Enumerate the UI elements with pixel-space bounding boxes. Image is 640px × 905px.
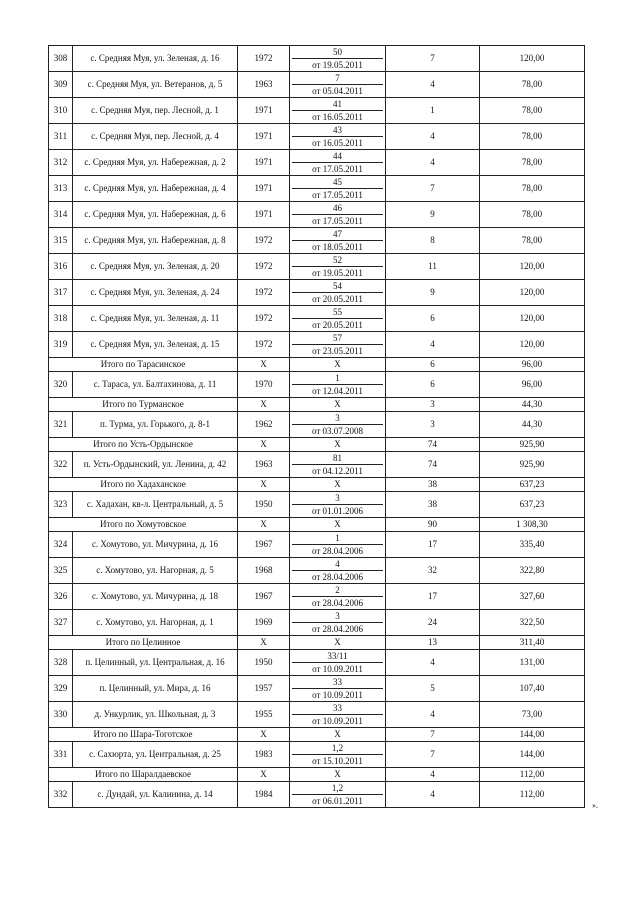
document-number: 1 bbox=[292, 372, 383, 385]
count-cell: 4 bbox=[386, 768, 480, 782]
value-cell: 1 308,30 bbox=[480, 518, 585, 532]
year-cell: Х bbox=[238, 478, 290, 492]
value-cell: 120,00 bbox=[480, 280, 585, 306]
count-cell: 4 bbox=[386, 124, 480, 150]
document-cell bbox=[290, 610, 386, 636]
table-row bbox=[49, 412, 585, 438]
count-cell: 7 bbox=[386, 176, 480, 202]
count-cell: 7 bbox=[386, 728, 480, 742]
table-row bbox=[49, 742, 585, 768]
address-cell: п. Турма, ул. Горького, д. 8-1 bbox=[73, 412, 238, 438]
subtotal-label-cell: Итого по Хомутовское bbox=[49, 518, 238, 532]
address-cell: п. Целинный, ул. Центральная, д. 16 bbox=[73, 650, 238, 676]
row-number-cell: 331 bbox=[49, 742, 73, 768]
count-cell: 9 bbox=[386, 202, 480, 228]
document-date: от 10.09.2011 bbox=[312, 716, 363, 726]
document-number: 33 bbox=[292, 676, 383, 689]
count-cell: 38 bbox=[386, 492, 480, 518]
year-cell: 1957 bbox=[238, 676, 290, 702]
count-cell: 7 bbox=[386, 742, 480, 768]
document-cell bbox=[290, 254, 386, 280]
value-cell: 925,90 bbox=[480, 452, 585, 478]
document-cell bbox=[290, 492, 386, 518]
address-cell: с. Дундай, ул. Калинина, д. 14 bbox=[73, 782, 238, 808]
value-cell: 335,40 bbox=[480, 532, 585, 558]
table-row bbox=[49, 98, 585, 124]
address-cell: с. Средняя Муя, ул. Зеленая, д. 11 bbox=[73, 306, 238, 332]
address-cell: с. Средняя Муя, ул. Зеленая, д. 15 bbox=[73, 332, 238, 358]
year-cell: 1971 bbox=[238, 98, 290, 124]
document-cell bbox=[290, 412, 386, 438]
table-row bbox=[49, 610, 585, 636]
table-row bbox=[49, 72, 585, 98]
document-date: от 20.05.2011 bbox=[312, 320, 363, 330]
address-cell: с. Хомутово, ул. Нагорная, д. 1 bbox=[73, 610, 238, 636]
row-number-cell: 308 bbox=[49, 46, 73, 72]
value-cell: 78,00 bbox=[480, 150, 585, 176]
table-row bbox=[49, 650, 585, 676]
value-cell: 78,00 bbox=[480, 124, 585, 150]
row-number-cell: 319 bbox=[49, 332, 73, 358]
document-date: от 10.09.2011 bbox=[312, 690, 363, 700]
count-cell: 24 bbox=[386, 610, 480, 636]
document-cell bbox=[290, 650, 386, 676]
year-cell: 1967 bbox=[238, 584, 290, 610]
value-cell: 78,00 bbox=[480, 228, 585, 254]
year-cell: 1963 bbox=[238, 72, 290, 98]
document-cell: Х bbox=[290, 768, 386, 782]
document-date: от 16.05.2011 bbox=[312, 112, 363, 122]
row-number-cell: 323 bbox=[49, 492, 73, 518]
count-cell: 1 bbox=[386, 98, 480, 124]
document-date: от 17.05.2011 bbox=[312, 164, 363, 174]
count-cell: 4 bbox=[386, 150, 480, 176]
table-row bbox=[49, 492, 585, 518]
subtotal-label-cell: Итого по Хадаханское bbox=[49, 478, 238, 492]
value-cell: 327,60 bbox=[480, 584, 585, 610]
document-date: от 28.04.2006 bbox=[311, 598, 364, 608]
document-date: от 17.05.2011 bbox=[312, 190, 363, 200]
document-date: от 01.01.2006 bbox=[311, 506, 364, 516]
address-cell: с. Средняя Муя, ул. Набережная, д. 8 bbox=[73, 228, 238, 254]
count-cell: 6 bbox=[386, 306, 480, 332]
value-cell: 78,00 bbox=[480, 98, 585, 124]
document-cell: Х bbox=[290, 518, 386, 532]
address-cell: с. Средняя Муя, пер. Лесной, д. 1 bbox=[73, 98, 238, 124]
year-cell: 1968 bbox=[238, 558, 290, 584]
address-cell: с. Средняя Муя, ул. Зеленая, д. 16 bbox=[73, 46, 238, 72]
row-number-cell: 316 bbox=[49, 254, 73, 280]
value-cell: 637,23 bbox=[480, 478, 585, 492]
document-number: 55 bbox=[292, 306, 383, 319]
document-number: 4 bbox=[292, 558, 383, 571]
address-cell: с. Сахюрта, ул. Центральная, д. 25 bbox=[73, 742, 238, 768]
document-cell: Х bbox=[290, 478, 386, 492]
document-cell bbox=[290, 584, 386, 610]
document-date: от 28.04.2006 bbox=[311, 624, 364, 634]
value-cell: 107,40 bbox=[480, 676, 585, 702]
table-row bbox=[49, 532, 585, 558]
document-cell bbox=[290, 72, 386, 98]
count-cell: 8 bbox=[386, 228, 480, 254]
value-cell: 96,00 bbox=[480, 358, 585, 372]
document-date: от 28.04.2006 bbox=[311, 546, 364, 556]
subtotal-row bbox=[49, 768, 585, 782]
document-cell bbox=[290, 532, 386, 558]
document-cell bbox=[290, 452, 386, 478]
table-row bbox=[49, 782, 585, 808]
row-number-cell: 313 bbox=[49, 176, 73, 202]
document-date: от 03.07.2008 bbox=[311, 426, 364, 436]
document-date: от 06.01.2011 bbox=[312, 796, 363, 806]
value-cell: 637,23 bbox=[480, 492, 585, 518]
row-number-cell: 321 bbox=[49, 412, 73, 438]
subtotal-label-cell: Итого по Шаралдаевское bbox=[49, 768, 238, 782]
registry-table bbox=[48, 45, 585, 808]
document-cell: Х bbox=[290, 728, 386, 742]
count-cell: 3 bbox=[386, 398, 480, 412]
value-cell: 144,00 bbox=[480, 728, 585, 742]
document-cell bbox=[290, 46, 386, 72]
row-number-cell: 325 bbox=[49, 558, 73, 584]
row-number-cell: 309 bbox=[49, 72, 73, 98]
document-number: 81 bbox=[292, 452, 383, 465]
document-cell bbox=[290, 332, 386, 358]
count-cell: 32 bbox=[386, 558, 480, 584]
document-cell bbox=[290, 176, 386, 202]
document-number: 45 bbox=[292, 176, 383, 189]
row-number-cell: 327 bbox=[49, 610, 73, 636]
year-cell: 1967 bbox=[238, 532, 290, 558]
value-cell: 322,50 bbox=[480, 610, 585, 636]
address-cell: с. Хомутово, ул. Мичурина, д. 18 bbox=[73, 584, 238, 610]
document-date: от 18.05.2011 bbox=[312, 242, 363, 252]
document-number: 44 bbox=[292, 150, 383, 163]
document-cell bbox=[290, 676, 386, 702]
address-cell: с. Тараса, ул. Балтахинова, д. 11 bbox=[73, 372, 238, 398]
year-cell: 1972 bbox=[238, 332, 290, 358]
year-cell: Х bbox=[238, 636, 290, 650]
address-cell: с. Средняя Муя, ул. Набережная, д. 6 bbox=[73, 202, 238, 228]
value-cell: 44,30 bbox=[480, 398, 585, 412]
address-cell: с. Средняя Муя, пер. Лесной, д. 4 bbox=[73, 124, 238, 150]
document-cell: Х bbox=[290, 398, 386, 412]
address-cell: с. Хомутово, ул. Мичурина, д. 16 bbox=[73, 532, 238, 558]
document-cell bbox=[290, 558, 386, 584]
document-number: 46 bbox=[292, 202, 383, 215]
table-row bbox=[49, 254, 585, 280]
subtotal-label-cell: Итого по Турманское bbox=[49, 398, 238, 412]
value-cell: 112,00 bbox=[480, 768, 585, 782]
value-cell: 112,00 bbox=[480, 782, 585, 808]
value-cell: 322,80 bbox=[480, 558, 585, 584]
count-cell: 11 bbox=[386, 254, 480, 280]
count-cell: 3 bbox=[386, 412, 480, 438]
count-cell: 17 bbox=[386, 584, 480, 610]
document-date: от 04.12.2011 bbox=[312, 466, 363, 476]
document-number: 43 bbox=[292, 124, 383, 137]
table-row bbox=[49, 372, 585, 398]
table-row bbox=[49, 202, 585, 228]
document-date: от 16.05.2011 bbox=[312, 138, 363, 148]
value-cell: 311,40 bbox=[480, 636, 585, 650]
document-cell bbox=[290, 702, 386, 728]
year-cell: Х bbox=[238, 518, 290, 532]
document-date: от 17.05.2011 bbox=[312, 216, 363, 226]
address-cell: с. Хомутово, ул. Нагорная, д. 5 bbox=[73, 558, 238, 584]
document-number: 52 bbox=[292, 254, 383, 267]
value-cell: 925,90 bbox=[480, 438, 585, 452]
subtotal-row bbox=[49, 438, 585, 452]
document-date: от 28.04.2006 bbox=[311, 572, 364, 582]
document-date: от 19.05.2011 bbox=[312, 268, 363, 278]
count-cell: 6 bbox=[386, 358, 480, 372]
subtotal-row bbox=[49, 728, 585, 742]
value-cell: 44,30 bbox=[480, 412, 585, 438]
table-row bbox=[49, 280, 585, 306]
document-date: от 05.04.2011 bbox=[312, 86, 363, 96]
document-number: 3 bbox=[292, 492, 383, 505]
row-number-cell: 322 bbox=[49, 452, 73, 478]
document-cell bbox=[290, 150, 386, 176]
count-cell: 9 bbox=[386, 280, 480, 306]
closing-quote-mark: ». bbox=[592, 801, 598, 810]
count-cell: 4 bbox=[386, 72, 480, 98]
subtotal-label-cell: Итого по Целинное bbox=[49, 636, 238, 650]
value-cell: 120,00 bbox=[480, 254, 585, 280]
year-cell: 1972 bbox=[238, 280, 290, 306]
year-cell: 1970 bbox=[238, 372, 290, 398]
address-cell: д. Ункурлик, ул. Школьная, д. 3 bbox=[73, 702, 238, 728]
year-cell: 1983 bbox=[238, 742, 290, 768]
document-number: 41 bbox=[292, 98, 383, 111]
document-number: 54 bbox=[292, 280, 383, 293]
address-cell: с. Средняя Муя, ул. Набережная, д. 2 bbox=[73, 150, 238, 176]
document-number: 57 bbox=[292, 332, 383, 345]
count-cell: 74 bbox=[386, 438, 480, 452]
table-row bbox=[49, 46, 585, 72]
year-cell: 1963 bbox=[238, 452, 290, 478]
document-cell: Х bbox=[290, 636, 386, 650]
document-number: 33 bbox=[292, 702, 383, 715]
table-row bbox=[49, 332, 585, 358]
count-cell: 7 bbox=[386, 46, 480, 72]
value-cell: 78,00 bbox=[480, 202, 585, 228]
year-cell: 1972 bbox=[238, 46, 290, 72]
year-cell: 1971 bbox=[238, 150, 290, 176]
address-cell: с. Хадахан, кв-л. Центральный, д. 5 bbox=[73, 492, 238, 518]
year-cell: 1955 bbox=[238, 702, 290, 728]
year-cell: 1972 bbox=[238, 254, 290, 280]
document-number: 1 bbox=[292, 532, 383, 545]
subtotal-label-cell: Итого по Шара-Тоготское bbox=[49, 728, 238, 742]
address-cell: с. Средняя Муя, ул. Зеленая, д. 20 bbox=[73, 254, 238, 280]
document-cell bbox=[290, 228, 386, 254]
count-cell: 4 bbox=[386, 782, 480, 808]
count-cell: 38 bbox=[386, 478, 480, 492]
table-row bbox=[49, 452, 585, 478]
year-cell: Х bbox=[238, 728, 290, 742]
document-number: 3 bbox=[292, 412, 383, 425]
year-cell: 1962 bbox=[238, 412, 290, 438]
row-number-cell: 330 bbox=[49, 702, 73, 728]
year-cell: Х bbox=[238, 438, 290, 452]
document-number: 1,2 bbox=[292, 742, 383, 755]
year-cell: Х bbox=[238, 768, 290, 782]
document-date: от 20.05.2011 bbox=[312, 294, 363, 304]
value-cell: 78,00 bbox=[480, 72, 585, 98]
value-cell: 131,00 bbox=[480, 650, 585, 676]
row-number-cell: 329 bbox=[49, 676, 73, 702]
year-cell: 1950 bbox=[238, 492, 290, 518]
document-number: 50 bbox=[292, 46, 383, 59]
year-cell: 1950 bbox=[238, 650, 290, 676]
row-number-cell: 320 bbox=[49, 372, 73, 398]
row-number-cell: 318 bbox=[49, 306, 73, 332]
table-row bbox=[49, 150, 585, 176]
document-date: от 15.10.2011 bbox=[312, 756, 363, 766]
count-cell: 4 bbox=[386, 650, 480, 676]
document-number: 3 bbox=[292, 610, 383, 623]
row-number-cell: 324 bbox=[49, 532, 73, 558]
document-cell bbox=[290, 124, 386, 150]
document-date: от 12.04.2011 bbox=[312, 386, 363, 396]
table-row bbox=[49, 176, 585, 202]
value-cell: 120,00 bbox=[480, 332, 585, 358]
document-cell bbox=[290, 742, 386, 768]
count-cell: 13 bbox=[386, 636, 480, 650]
table-row bbox=[49, 124, 585, 150]
subtotal-row bbox=[49, 398, 585, 412]
document-cell bbox=[290, 306, 386, 332]
document-cell: Х bbox=[290, 438, 386, 452]
subtotal-row bbox=[49, 636, 585, 650]
count-cell: 4 bbox=[386, 332, 480, 358]
subtotal-row bbox=[49, 358, 585, 372]
address-cell: п. Усть-Ордынский, ул. Ленина, д. 42 bbox=[73, 452, 238, 478]
row-number-cell: 310 bbox=[49, 98, 73, 124]
address-cell: с. Средняя Муя, ул. Ветеранов, д. 5 bbox=[73, 72, 238, 98]
value-cell: 96,00 bbox=[480, 372, 585, 398]
value-cell: 73,00 bbox=[480, 702, 585, 728]
value-cell: 120,00 bbox=[480, 306, 585, 332]
value-cell: 120,00 bbox=[480, 46, 585, 72]
document-number: 33/11 bbox=[292, 650, 383, 663]
value-cell: 144,00 bbox=[480, 742, 585, 768]
row-number-cell: 314 bbox=[49, 202, 73, 228]
document-number: 1,2 bbox=[292, 782, 383, 795]
document-cell bbox=[290, 202, 386, 228]
year-cell: 1971 bbox=[238, 124, 290, 150]
count-cell: 4 bbox=[386, 702, 480, 728]
address-cell: с. Средняя Муя, ул. Зеленая, д. 24 bbox=[73, 280, 238, 306]
registry-table-body bbox=[49, 46, 585, 808]
year-cell: 1972 bbox=[238, 228, 290, 254]
table-row bbox=[49, 558, 585, 584]
year-cell: 1972 bbox=[238, 306, 290, 332]
row-number-cell: 332 bbox=[49, 782, 73, 808]
value-cell: 78,00 bbox=[480, 176, 585, 202]
year-cell: 1971 bbox=[238, 176, 290, 202]
row-number-cell: 315 bbox=[49, 228, 73, 254]
document-number: 2 bbox=[292, 584, 383, 597]
count-cell: 74 bbox=[386, 452, 480, 478]
subtotal-label-cell: Итого по Тарасинское bbox=[49, 358, 238, 372]
address-cell: п. Целинный, ул. Мира, д. 16 bbox=[73, 676, 238, 702]
row-number-cell: 312 bbox=[49, 150, 73, 176]
table-row bbox=[49, 584, 585, 610]
document-number: 7 bbox=[292, 72, 383, 85]
document-cell: Х bbox=[290, 358, 386, 372]
document-number: 47 bbox=[292, 228, 383, 241]
document-cell bbox=[290, 98, 386, 124]
year-cell: 1971 bbox=[238, 202, 290, 228]
row-number-cell: 311 bbox=[49, 124, 73, 150]
count-cell: 6 bbox=[386, 372, 480, 398]
table-row bbox=[49, 702, 585, 728]
year-cell: 1969 bbox=[238, 610, 290, 636]
table-row bbox=[49, 306, 585, 332]
year-cell: 1984 bbox=[238, 782, 290, 808]
count-cell: 5 bbox=[386, 676, 480, 702]
document-date: от 23.05.2011 bbox=[312, 346, 363, 356]
year-cell: Х bbox=[238, 398, 290, 412]
document-date: от 10.09.2011 bbox=[312, 664, 363, 674]
document-cell bbox=[290, 280, 386, 306]
row-number-cell: 328 bbox=[49, 650, 73, 676]
row-number-cell: 317 bbox=[49, 280, 73, 306]
row-number-cell: 326 bbox=[49, 584, 73, 610]
table-row bbox=[49, 676, 585, 702]
subtotal-row bbox=[49, 478, 585, 492]
count-cell: 90 bbox=[386, 518, 480, 532]
subtotal-label-cell: Итого по Усть-Ордынское bbox=[49, 438, 238, 452]
document-cell bbox=[290, 782, 386, 808]
subtotal-row bbox=[49, 518, 585, 532]
year-cell: Х bbox=[238, 358, 290, 372]
document-cell bbox=[290, 372, 386, 398]
document-date: от 19.05.2011 bbox=[312, 60, 363, 70]
count-cell: 17 bbox=[386, 532, 480, 558]
table-row bbox=[49, 228, 585, 254]
address-cell: с. Средняя Муя, ул. Набережная, д. 4 bbox=[73, 176, 238, 202]
